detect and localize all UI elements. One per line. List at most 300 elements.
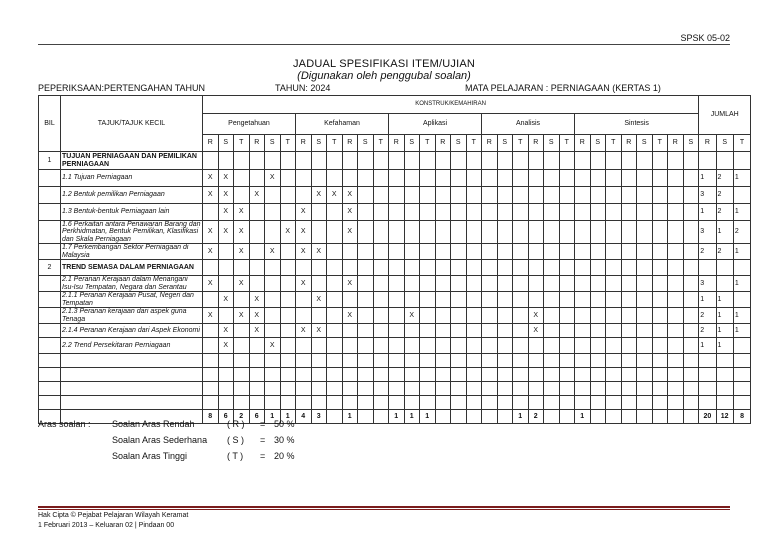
empty-cell <box>451 382 467 396</box>
mark-cell <box>420 187 436 204</box>
grand-total-cell: 20 <box>699 410 716 424</box>
mark-cell <box>249 244 265 260</box>
mark-cell <box>513 187 529 204</box>
mark-cell <box>606 308 622 324</box>
mark-cell <box>420 244 436 260</box>
empty-cell <box>234 368 250 382</box>
empty-cell <box>668 368 684 382</box>
level-header: Pengetahuan <box>203 114 296 135</box>
mark-cell <box>451 276 467 292</box>
mark-cell: X <box>203 276 219 292</box>
mark-cell <box>327 260 343 276</box>
empty-cell <box>327 382 343 396</box>
mark-cell <box>373 276 389 292</box>
subcol-header: R <box>482 135 498 152</box>
mark-cell <box>575 152 591 170</box>
mark-cell <box>249 170 265 187</box>
mark-cell <box>466 292 482 308</box>
total-cell <box>497 410 513 424</box>
mark-cell <box>559 204 575 221</box>
mark-cell <box>559 244 575 260</box>
mark-cell <box>435 187 451 204</box>
mark-cell <box>358 204 374 221</box>
empty-cell <box>699 382 716 396</box>
mark-cell: X <box>218 338 234 354</box>
mark-cell <box>265 324 281 338</box>
empty-cell <box>435 382 451 396</box>
empty-cell <box>716 368 733 382</box>
mark-cell <box>296 292 312 308</box>
aras-code: ( S ) <box>227 435 244 445</box>
grand-total-cell: 12 <box>716 410 733 424</box>
empty-cell <box>699 354 716 368</box>
mark-cell <box>497 221 513 244</box>
mark-cell <box>683 308 699 324</box>
empty-cell <box>389 396 405 410</box>
empty-cell <box>311 354 327 368</box>
mark-cell <box>513 221 529 244</box>
mark-cell <box>482 276 498 292</box>
empty-cell <box>389 368 405 382</box>
mark-cell <box>544 221 560 244</box>
mark-cell <box>404 260 420 276</box>
empty-cell <box>296 354 312 368</box>
mark-cell <box>373 221 389 244</box>
mark-cell <box>389 244 405 260</box>
mark-cell <box>668 170 684 187</box>
mark-cell <box>637 204 653 221</box>
mark-cell: X <box>265 244 281 260</box>
empty-cell <box>61 354 203 368</box>
form-code: SPSK 05-02 <box>680 33 730 43</box>
mark-cell <box>234 292 250 308</box>
subcol-header: R <box>203 135 219 152</box>
jumlah-cell: 1 <box>699 170 716 187</box>
mark-cell <box>497 338 513 354</box>
empty-cell <box>327 368 343 382</box>
empty-cell <box>590 382 606 396</box>
mark-cell <box>668 204 684 221</box>
mark-cell <box>389 260 405 276</box>
mark-cell: X <box>234 244 250 260</box>
mark-cell: X <box>234 308 250 324</box>
total-cell: 2 <box>234 410 250 424</box>
mark-cell <box>497 152 513 170</box>
mark-cell <box>265 221 281 244</box>
mark-cell <box>234 324 250 338</box>
mark-cell <box>652 152 668 170</box>
empty-cell <box>606 368 622 382</box>
subcol-header: T <box>234 135 250 152</box>
mark-cell <box>606 221 622 244</box>
mark-cell <box>203 260 219 276</box>
mark-cell <box>683 244 699 260</box>
mark-cell <box>544 152 560 170</box>
jumlah-cell <box>733 152 750 170</box>
mark-cell <box>296 338 312 354</box>
aras-equals: = <box>260 435 266 445</box>
empty-cell <box>497 368 513 382</box>
empty-cell <box>420 354 436 368</box>
mark-cell <box>590 170 606 187</box>
mark-cell <box>342 152 358 170</box>
empty-cell <box>373 396 389 410</box>
empty-cell <box>358 396 374 410</box>
row-number <box>39 170 61 187</box>
mark-cell <box>544 244 560 260</box>
empty-cell <box>265 396 281 410</box>
empty-cell <box>683 368 699 382</box>
mark-cell: X <box>342 187 358 204</box>
mark-cell <box>652 244 668 260</box>
mark-cell <box>590 260 606 276</box>
subcol-header: T <box>466 135 482 152</box>
mark-cell: X <box>249 187 265 204</box>
mark-cell: X <box>234 204 250 221</box>
empty-cell <box>234 382 250 396</box>
total-cell: 4 <box>296 410 312 424</box>
empty-cell <box>249 382 265 396</box>
level-header: Aplikasi <box>389 114 482 135</box>
mark-cell <box>683 292 699 308</box>
mark-cell: X <box>203 170 219 187</box>
subcol-header: R <box>389 135 405 152</box>
empty-cell <box>389 354 405 368</box>
subcol-header: T <box>280 135 296 152</box>
mark-cell <box>420 260 436 276</box>
mark-cell <box>637 324 653 338</box>
total-cell <box>668 410 684 424</box>
empty-cell <box>733 396 750 410</box>
empty-cell <box>606 396 622 410</box>
mark-cell: X <box>203 308 219 324</box>
empty-cell <box>621 368 637 382</box>
mark-cell <box>435 170 451 187</box>
mark-cell: X <box>296 204 312 221</box>
mark-cell <box>621 308 637 324</box>
empty-cell <box>311 368 327 382</box>
mark-cell <box>482 204 498 221</box>
level-header: Sintesis <box>575 114 699 135</box>
mark-cell <box>621 221 637 244</box>
jumlah-cell: 1 <box>733 308 750 324</box>
mark-cell <box>575 204 591 221</box>
mark-cell <box>234 187 250 204</box>
subcol-header: T <box>652 135 668 152</box>
mark-cell: X <box>296 221 312 244</box>
empty-cell <box>358 354 374 368</box>
mark-cell <box>265 276 281 292</box>
mark-cell <box>327 308 343 324</box>
total-cell <box>482 410 498 424</box>
empty-cell <box>342 368 358 382</box>
empty-cell <box>637 396 653 410</box>
mark-cell <box>652 324 668 338</box>
mark-cell <box>606 292 622 308</box>
empty-cell <box>590 368 606 382</box>
mark-cell <box>559 260 575 276</box>
empty-cell <box>389 382 405 396</box>
jumlah-subcol-header: T <box>733 135 750 152</box>
aras-percent: 20 % <box>274 451 295 461</box>
mark-cell <box>513 324 529 338</box>
table-row <box>39 221 751 244</box>
empty-cell <box>497 382 513 396</box>
mark-cell <box>373 324 389 338</box>
mark-cell <box>435 292 451 308</box>
jumlah-cell: 1 <box>733 170 750 187</box>
mark-cell <box>652 308 668 324</box>
table-row <box>39 308 751 324</box>
subcol-header: R <box>528 135 544 152</box>
mark-cell <box>358 221 374 244</box>
mark-cell: X <box>342 204 358 221</box>
row-number <box>39 324 61 338</box>
mark-cell: X <box>203 187 219 204</box>
jumlah-cell: 1 <box>733 276 750 292</box>
mark-cell: X <box>218 324 234 338</box>
mark-cell <box>265 292 281 308</box>
empty-cell <box>466 396 482 410</box>
mark-cell <box>513 338 529 354</box>
mark-cell <box>358 152 374 170</box>
mark-cell: X <box>249 324 265 338</box>
mark-cell: X <box>296 324 312 338</box>
mark-cell <box>451 187 467 204</box>
subcol-header: S <box>404 135 420 152</box>
empty-cell <box>203 396 219 410</box>
empty-cell <box>234 396 250 410</box>
mark-cell <box>606 244 622 260</box>
mark-cell <box>265 204 281 221</box>
mark-cell <box>435 308 451 324</box>
aras-name: Soalan Aras Sederhana <box>112 435 208 445</box>
mark-cell <box>420 292 436 308</box>
mark-cell <box>404 204 420 221</box>
empty-cell <box>218 382 234 396</box>
mark-cell <box>652 292 668 308</box>
empty-cell <box>451 368 467 382</box>
jumlah-cell: 1 <box>733 244 750 260</box>
mark-cell <box>265 308 281 324</box>
jumlah-cell: 2 <box>716 204 733 221</box>
mark-cell <box>435 152 451 170</box>
mark-cell <box>652 260 668 276</box>
mark-cell <box>528 152 544 170</box>
mark-cell <box>513 308 529 324</box>
jumlah-cell: 2 <box>733 221 750 244</box>
mark-cell <box>249 260 265 276</box>
empty-cell <box>61 368 203 382</box>
empty-cell <box>358 368 374 382</box>
mark-cell <box>683 260 699 276</box>
section-title: TREND SEMASA DALAM PERNIAGAAN <box>61 260 203 276</box>
mark-cell <box>280 187 296 204</box>
mark-cell <box>668 152 684 170</box>
empty-cell <box>249 368 265 382</box>
mark-cell <box>482 308 498 324</box>
empty-cell <box>265 368 281 382</box>
total-cell: 1 <box>280 410 296 424</box>
mark-cell <box>637 260 653 276</box>
empty-cell <box>435 396 451 410</box>
total-cell: 6 <box>249 410 265 424</box>
empty-cell <box>265 354 281 368</box>
subcol-header: R <box>342 135 358 152</box>
mark-cell <box>683 187 699 204</box>
mark-cell <box>420 221 436 244</box>
subcol-header: R <box>296 135 312 152</box>
empty-cell <box>621 354 637 368</box>
mark-cell <box>327 276 343 292</box>
mark-cell <box>404 338 420 354</box>
mark-cell <box>668 221 684 244</box>
mark-cell <box>280 204 296 221</box>
mark-cell <box>621 260 637 276</box>
mark-cell <box>466 324 482 338</box>
mark-cell <box>311 221 327 244</box>
mark-cell: X <box>342 276 358 292</box>
mark-cell <box>311 308 327 324</box>
mark-cell: X <box>528 324 544 338</box>
mark-cell: X <box>218 221 234 244</box>
mark-cell <box>265 187 281 204</box>
total-cell <box>621 410 637 424</box>
mark-cell <box>668 308 684 324</box>
empty-cell <box>668 354 684 368</box>
mark-cell <box>621 292 637 308</box>
empty-cell <box>234 354 250 368</box>
mark-cell <box>373 338 389 354</box>
mark-cell <box>358 292 374 308</box>
mark-cell <box>575 244 591 260</box>
empty-cell <box>466 382 482 396</box>
mark-cell <box>528 260 544 276</box>
mark-cell <box>528 204 544 221</box>
mark-cell: X <box>311 292 327 308</box>
mark-cell: X <box>218 204 234 221</box>
mark-cell <box>575 260 591 276</box>
empty-cell <box>203 368 219 382</box>
mark-cell <box>668 324 684 338</box>
mark-cell <box>637 308 653 324</box>
empty-cell <box>280 382 296 396</box>
mark-cell <box>296 152 312 170</box>
subcol-header: S <box>544 135 560 152</box>
mark-cell <box>389 187 405 204</box>
empty-cell <box>699 368 716 382</box>
subcol-header: R <box>249 135 265 152</box>
mark-cell <box>435 338 451 354</box>
mark-cell <box>637 170 653 187</box>
mark-cell <box>327 221 343 244</box>
mark-cell <box>466 244 482 260</box>
mark-cell <box>327 204 343 221</box>
mark-cell <box>234 170 250 187</box>
mark-cell <box>497 292 513 308</box>
mark-cell <box>420 338 436 354</box>
subcol-header: R <box>575 135 591 152</box>
empty-cell <box>559 396 575 410</box>
empty-cell <box>466 368 482 382</box>
total-cell: 1 <box>342 410 358 424</box>
empty-cell <box>404 396 420 410</box>
mark-cell <box>652 187 668 204</box>
mark-cell <box>280 324 296 338</box>
mark-cell <box>528 187 544 204</box>
mark-cell <box>389 292 405 308</box>
mark-cell: X <box>249 308 265 324</box>
mark-cell <box>513 276 529 292</box>
empty-cell <box>249 396 265 410</box>
mark-cell <box>249 152 265 170</box>
empty-cell <box>544 382 560 396</box>
subcol-header: S <box>311 135 327 152</box>
total-cell: 8 <box>203 410 219 424</box>
mark-cell <box>621 244 637 260</box>
mark-cell <box>683 152 699 170</box>
mark-cell <box>249 204 265 221</box>
mark-cell <box>358 244 374 260</box>
aras-equals: = <box>260 419 266 429</box>
mark-cell <box>528 292 544 308</box>
mark-cell <box>466 308 482 324</box>
topic-label: 2.1.3 Peranan kerajaan dari aspek guna Tenaga <box>61 308 203 324</box>
jumlah-cell <box>733 338 750 354</box>
mark-cell: X <box>265 170 281 187</box>
mark-cell <box>575 292 591 308</box>
row-number <box>39 276 61 292</box>
aras-equals: = <box>260 451 266 461</box>
table-row <box>39 338 751 354</box>
mark-cell <box>590 292 606 308</box>
empty-cell <box>404 368 420 382</box>
mark-cell <box>575 187 591 204</box>
subject-name: MATA PELAJARAN : PERNIAGAAN (KERTAS 1) <box>465 83 661 93</box>
mark-cell <box>637 292 653 308</box>
mark-cell <box>652 204 668 221</box>
mark-cell <box>544 260 560 276</box>
empty-cell <box>621 396 637 410</box>
empty-cell <box>373 382 389 396</box>
empty-cell <box>218 354 234 368</box>
mark-cell <box>621 170 637 187</box>
table-row <box>39 187 751 204</box>
mark-cell <box>606 324 622 338</box>
row-number <box>39 187 61 204</box>
total-cell <box>652 410 668 424</box>
empty-cell <box>621 382 637 396</box>
empty-cell <box>404 354 420 368</box>
total-cell <box>590 410 606 424</box>
total-cell: 1 <box>575 410 591 424</box>
mark-cell <box>435 324 451 338</box>
total-cell: 3 <box>311 410 327 424</box>
empty-cell <box>296 368 312 382</box>
empty-cell <box>435 368 451 382</box>
mark-cell <box>389 170 405 187</box>
total-cell <box>358 410 374 424</box>
mark-cell <box>373 170 389 187</box>
total-cell <box>637 410 653 424</box>
mark-cell <box>420 276 436 292</box>
mark-cell <box>389 204 405 221</box>
mark-cell <box>559 152 575 170</box>
jumlah-cell: 2 <box>699 308 716 324</box>
mark-cell <box>451 292 467 308</box>
footer-edition: 1 Februari 2013 – Keluaran 02 | Pindaan 00 <box>38 522 175 529</box>
mark-cell <box>466 170 482 187</box>
